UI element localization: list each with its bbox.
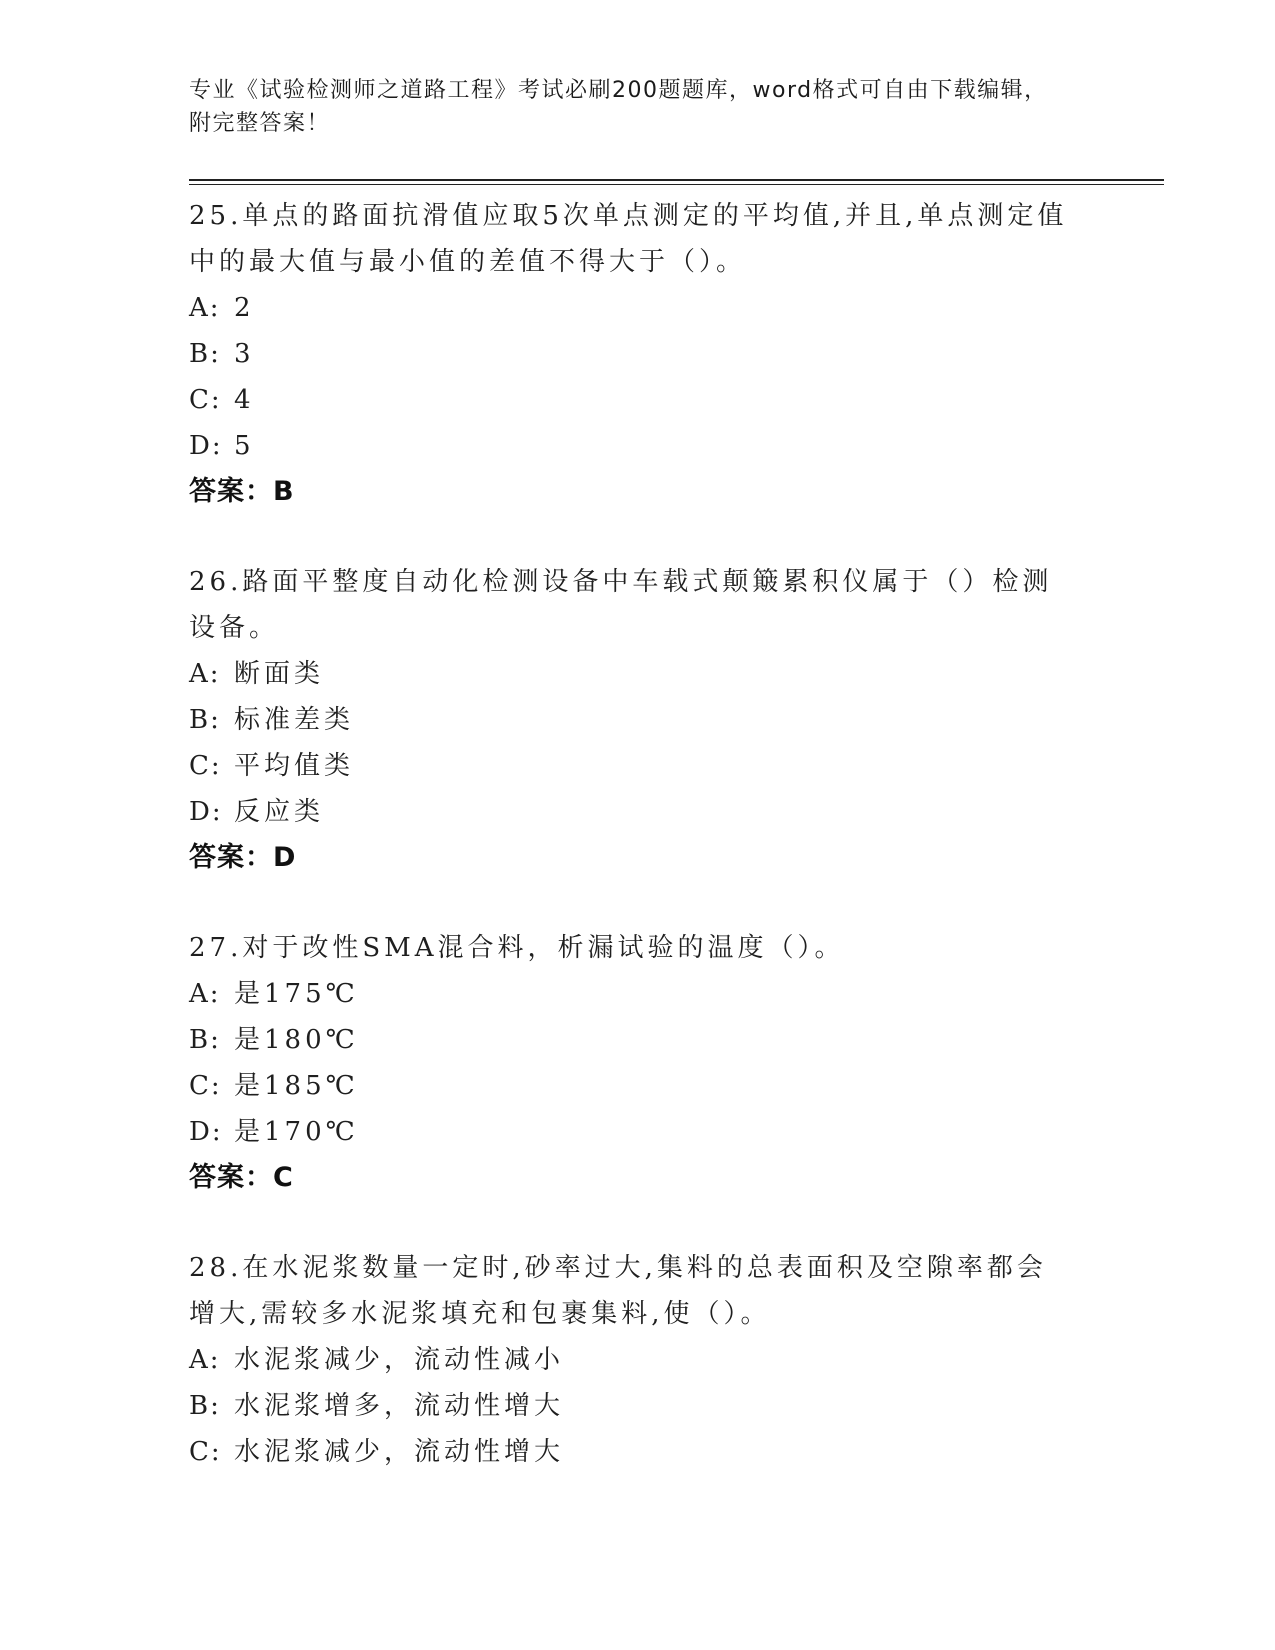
option-d (189, 423, 1089, 469)
document-header: 专业《试验检测师之道路工程》考试必刷200题题库，word格式可自由下载编辑，附完整答案！ (189, 78, 1048, 136)
question-25 (189, 193, 1089, 515)
question-28 (189, 1245, 1089, 1475)
option-a (189, 285, 1089, 331)
option-letter: A: (189, 1345, 221, 1375)
option-value: 水泥浆减少，流动性增大 (234, 1437, 565, 1467)
option-letter: D: (189, 797, 223, 827)
option-letter: C: (189, 385, 222, 415)
option-d (189, 789, 1089, 835)
option-letter: B: (189, 1025, 221, 1055)
question-text: 26.路面平整度自动化检测设备中车载式颠簸累积仪属于（）检测设备。 (189, 567, 1053, 643)
option-b (189, 697, 1089, 743)
option-c (189, 1429, 1089, 1475)
option-c (189, 1063, 1089, 1109)
question-text: 27.对于改性SMA混合料，析漏试验的温度（）。 (189, 933, 845, 963)
option-letter: B: (189, 339, 221, 369)
question-text: 25.单点的路面抗滑值应取5次单点测定的平均值,并且,单点测定值中的最大值与最小值的差值不得大于（）。 (189, 201, 1068, 277)
option-letter: B: (189, 705, 221, 735)
option-value: 2 (234, 293, 255, 323)
option-value: 是170℃ (234, 1117, 359, 1147)
question-26 (189, 559, 1089, 881)
option-letter: A: (189, 659, 221, 689)
question-list (189, 193, 1089, 1519)
option-a (189, 1337, 1089, 1383)
option-value: 是175℃ (234, 979, 359, 1009)
option-letter: D: (189, 1117, 223, 1147)
header-divider-thick (189, 179, 1164, 181)
option-b (189, 1017, 1089, 1063)
option-b (189, 331, 1089, 377)
option-value: 水泥浆增多，流动性增大 (234, 1391, 565, 1421)
option-a (189, 971, 1089, 1017)
option-letter: D: (189, 431, 223, 461)
header-divider-thin (189, 184, 1164, 185)
option-value: 5 (234, 431, 255, 461)
option-value: 4 (234, 385, 255, 415)
answer-label: 答案：B (189, 476, 295, 507)
answer-label: 答案：D (189, 842, 297, 873)
option-a (189, 651, 1089, 697)
option-letter: C: (189, 751, 222, 781)
answer-label: 答案：C (189, 1162, 294, 1193)
option-value: 是180℃ (234, 1025, 359, 1055)
option-letter: A: (189, 293, 221, 323)
option-value: 标准差类 (234, 705, 355, 735)
question-27 (189, 925, 1089, 1201)
option-value: 3 (234, 339, 255, 369)
option-value: 反应类 (234, 797, 325, 827)
option-letter: B: (189, 1391, 221, 1421)
option-letter: C: (189, 1437, 222, 1467)
question-text: 28.在水泥浆数量一定时,砂率过大,集料的总表面积及空隙率都会增大,需较多水泥浆填充和包裹集料,使（）。 (189, 1253, 1047, 1329)
option-c (189, 743, 1089, 789)
option-c (189, 377, 1089, 423)
option-letter: C: (189, 1071, 222, 1101)
option-d (189, 1109, 1089, 1155)
option-value: 平均值类 (234, 751, 355, 781)
option-value: 水泥浆减少，流动性减小 (234, 1345, 565, 1375)
option-letter: A: (189, 979, 221, 1009)
option-b (189, 1383, 1089, 1429)
option-value: 是185℃ (234, 1071, 359, 1101)
option-value: 断面类 (234, 659, 325, 689)
